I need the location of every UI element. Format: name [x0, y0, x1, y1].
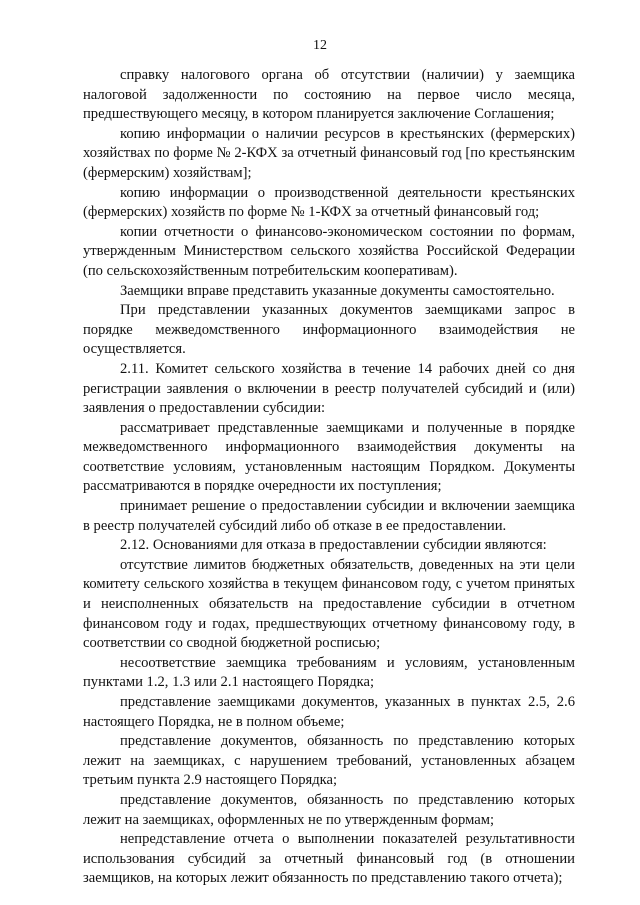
paragraph-form-1-kfh: копию информации о производственной деятельности крестьянских (фермерских) хозяйств по форме № 1-КФХ за отчетный финансовый год;: [83, 184, 575, 221]
paragraph-nonconformity: несоответствие заемщика требованиям и условиям, установленным пунктами 1.2, 1.3 или 2.1 настоящего Порядка;: [83, 654, 575, 691]
paragraph-financial-reports: копии отчетности о финансово-экономическом состоянии по формам, утвержденным Министерством сельского хозяйства Российской Федерации (по сельскохозяйственным потребительским кооперативам).: [83, 223, 575, 279]
paragraph-no-report: непредставление отчета о выполнении показателей результативности использования субсидий за отчетный финансовый год (в отношении заемщиков, на которых лежит обязанность по представлению такого отчета);: [83, 831, 575, 887]
paragraph-violation-requirements: представление документов, обязанность по представлению которых лежит на заемщиках, с нарушением требований, установленных абзацем третьим пункта 2.9 настоящего Порядка;: [83, 733, 575, 789]
paragraph-wrong-forms: представление документов, обязанность по представлению которых лежит на заемщиках, оформленных не по утвержденным формам;: [83, 791, 575, 828]
paragraph-form-2-kfh: копию информации о наличии ресурсов в крестьянских (фермерских) хозяйствах по форме № 2-КФХ за отчетный финансовый год [по крестьянским (фермерским) хозяйствам];: [83, 125, 575, 181]
paragraph-no-request: При представлении указанных документов заемщиками запрос в порядке межведомственного информационного взаимодействия не осуществляется.: [83, 302, 575, 358]
paragraph-tax-certificate: справку налогового органа об отсутствии (наличии) у заемщика налоговой задолженности по состоянию на первое число месяца, предшествующего месяцу, в котором планируется заключение Соглашения;: [83, 67, 575, 123]
document-body: [83, 66, 575, 889]
paragraph-no-limits: отсутствие лимитов бюджетных обязательств, доведенных на эти цели комитету сельского хозяйства в текущем финансовом году, с учетом принятых и неисполненных обязательств на предоставление субсидии в отчетном финансовом году и годах, предшествующих отчетному финансовому году, в соответствии со сводной бюджетной росписью;: [83, 556, 575, 652]
paragraph-decision: принимает решение о предоставлении субсидии и включении заемщика в реестр получателей субсидий либо об отказе в ее предоставлении.: [83, 498, 575, 534]
paragraph-review-documents: рассматривает представленные заемщиками и полученные в порядке межведомственного информационного взаимодействия документы на соответствие условиям, установленным настоящим Порядком. Документы рассматриваются в порядке очередности их поступления;: [83, 419, 575, 495]
paragraph-clause-2-12: 2.12. Основаниями для отказа в предоставлении субсидии являются:: [120, 537, 547, 554]
page-number: 12: [313, 38, 327, 53]
paragraph-clause-2-11: 2.11. Комитет сельского хозяйства в течение 14 рабочих дней со дня регистрации заявления о включении в реестр получателей субсидий и (или) заявления о предоставлении субсидии:: [83, 360, 575, 417]
paragraph-incomplete-documents: представление заемщиками документов, указанных в пунктах 2.5, 2.6 настоящего Порядка, не в полном объеме;: [83, 694, 575, 730]
paragraph-self-submission: Заемщики вправе представить указанные документы самостоятельно.: [120, 282, 555, 299]
